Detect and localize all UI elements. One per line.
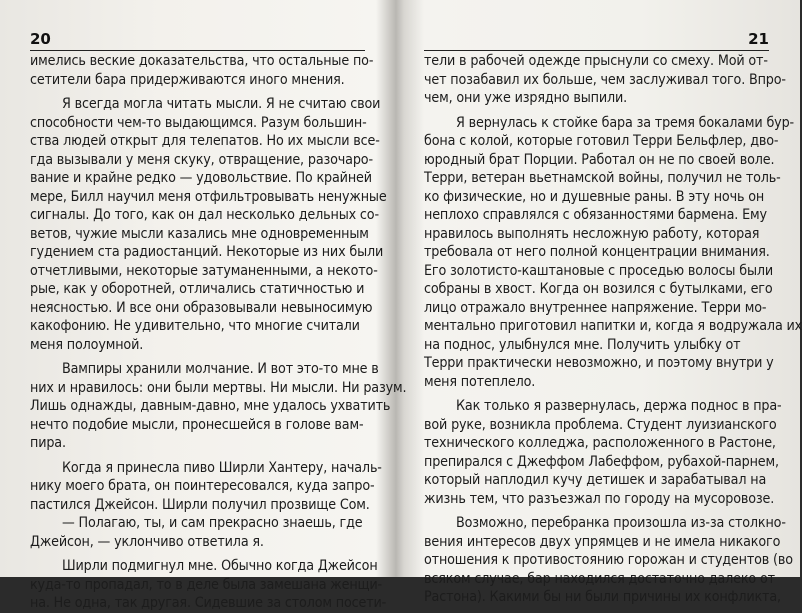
text-line: куда-то пропадал, то в деле была замешана женщи-: [30, 576, 382, 593]
text-line: мере, Билл научил меня отфильтровывать ненужные: [30, 188, 387, 205]
right-page-header: [424, 30, 769, 51]
text-line: гда вызывали у меня скуку, отвращение, разочаро-: [30, 151, 373, 168]
text-line: технического колледжа, расположенного в Растоне,: [424, 435, 776, 451]
text-line: имелись веские доказательства, что остальные по-: [30, 53, 374, 69]
text-line: них и нравилось: они были мертвы. Ни мысли. Ни разум.: [30, 379, 407, 396]
text-line: нравилось выполнять несложную работу, которая: [424, 225, 760, 242]
text-line: отчетливыми, некоторые затуманенными, а некото-: [30, 262, 378, 279]
text-line: чет позабавил их больше, чем заслуживал того. Впро-: [424, 71, 786, 88]
text-line: Его золотисто-каштановые с проседью волосы были: [424, 262, 774, 279]
text-line: сигналы. До того, как он дал несколько дельных со-: [30, 207, 379, 223]
text-line: неплохо справлялся с обязанностями бармена. Ему: [424, 207, 767, 223]
text-line: препирался с Джеффом Лабеффом, рубахой-парнем,: [424, 453, 779, 470]
text-line: ко физические, но и душевные раны. В эту ночь он: [424, 188, 765, 205]
text-line: чем, они уже изрядно выпили.: [424, 90, 628, 106]
text-line: на поднос, улыбнулся мне. Получить улыбку от: [424, 336, 741, 353]
text-line: вения интересов двух упрямцев и не имела никакого: [424, 533, 781, 550]
text-line: требовала от него полной концентрации внимания.: [424, 244, 770, 260]
text-line: рые, как у оборотней, отличались статичностью и: [30, 281, 365, 297]
text-line: лицо отражало внутреннее напряжение. Терри мо-: [424, 299, 767, 316]
text-line: — Полагаю, ты, и сам прекрасно знаешь, где: [62, 515, 363, 531]
left-page-number: 20: [30, 30, 51, 48]
text-line: пира.: [30, 435, 66, 451]
right-page-text: [424, 52, 802, 607]
text-line: бона с колой, которые готовил Терри Бельфлер, дво-: [424, 133, 779, 149]
text-line: Я вернулась к стойке бара за тремя бокалами бур-: [456, 114, 794, 131]
text-line: ментально приготовил напитки и, когда я водружала их: [424, 318, 802, 334]
text-line: вой руке, возникла проблема. Студент луизианского: [424, 416, 777, 433]
text-line: Лишь однажды, давным-давно, мне удалось ухватить: [30, 398, 391, 414]
text-line: Терри, ветеран вьетнамской войны, получил не толь-: [424, 170, 781, 186]
text-line: способности чем-то выдающимся. Разум большин-: [30, 114, 367, 131]
text-line: пастился Джейсон. Ширли получил прозвище Сом.: [30, 496, 370, 513]
text-line: меня полоумной.: [30, 336, 144, 353]
text-line: Терри практически невозможно, и поэтому внутри у: [424, 355, 774, 371]
text-line: какофонию. Не удивительно, что многие считали: [30, 318, 360, 334]
text-line: на. Не одна, так другая. Сидевшие за столом посети-: [30, 595, 387, 611]
text-line: вание и крайне редко — удовольствие. По крайней: [30, 170, 372, 186]
text-line: Я всегда могла читать мысли. Я не считаю свои: [62, 96, 381, 112]
right-page-number: 21: [748, 30, 769, 48]
text-line: меня потеплело.: [424, 373, 536, 390]
text-line: который наплодил кучу детишек и зарабатывал на: [424, 472, 767, 488]
text-line: тели в рабочей одежде прыснули со смеху. Мой от-: [424, 53, 768, 69]
text-line: Возможно, перебранка произошла из-за столкно-: [456, 515, 786, 531]
text-line: ства людей открыт для телепатов. Но их мысли все-: [30, 133, 380, 149]
text-line: Вампиры хранили молчание. И вот это-то мне в: [62, 361, 379, 377]
text-line: собраны в хвост. Когда он возился с бутылками, его: [424, 281, 773, 297]
left-page-header: [30, 30, 365, 51]
left-page-text: [30, 52, 407, 613]
text-line: нику моего брата, он поинтересовался, куда запро-: [30, 478, 375, 494]
text-line: ветов, чужие мысли казались мне одновременным: [30, 225, 369, 242]
text-line: жизнь тем, что разъезжал по городу на мусоровозе.: [424, 490, 775, 507]
text-line: сетители бара придерживаются иного мнения.: [30, 71, 345, 88]
text-line: Ширли подмигнул мне. Обычно когда Джейсон: [62, 558, 378, 574]
text-line: Когда я принесла пиво Ширли Хантеру, началь-: [62, 459, 382, 476]
text-line: неясностью. И все они образовывали невыносимую: [30, 299, 373, 316]
text-line: гудением ста радиостанций. Некоторые из них были: [30, 244, 384, 260]
text-line: Джейсон, — уклончиво ответила я.: [30, 533, 264, 550]
text-line: отношения к противостоянию горожан и студентов (во: [424, 552, 793, 568]
right-page: [404, 0, 802, 605]
text-line: нечто подобие мысли, пронесшейся в голове вам-: [30, 416, 364, 433]
text-line: юродный брат Порции. Работал он не по своей воле.: [424, 151, 775, 168]
text-line: всяком случае, бар находился достаточно далеко от: [424, 570, 775, 587]
text-line: Как только я развернулась, держа поднос в пра-: [456, 398, 782, 414]
text-line: Растона). Какими бы ни были причины их конфликта,: [424, 589, 781, 605]
